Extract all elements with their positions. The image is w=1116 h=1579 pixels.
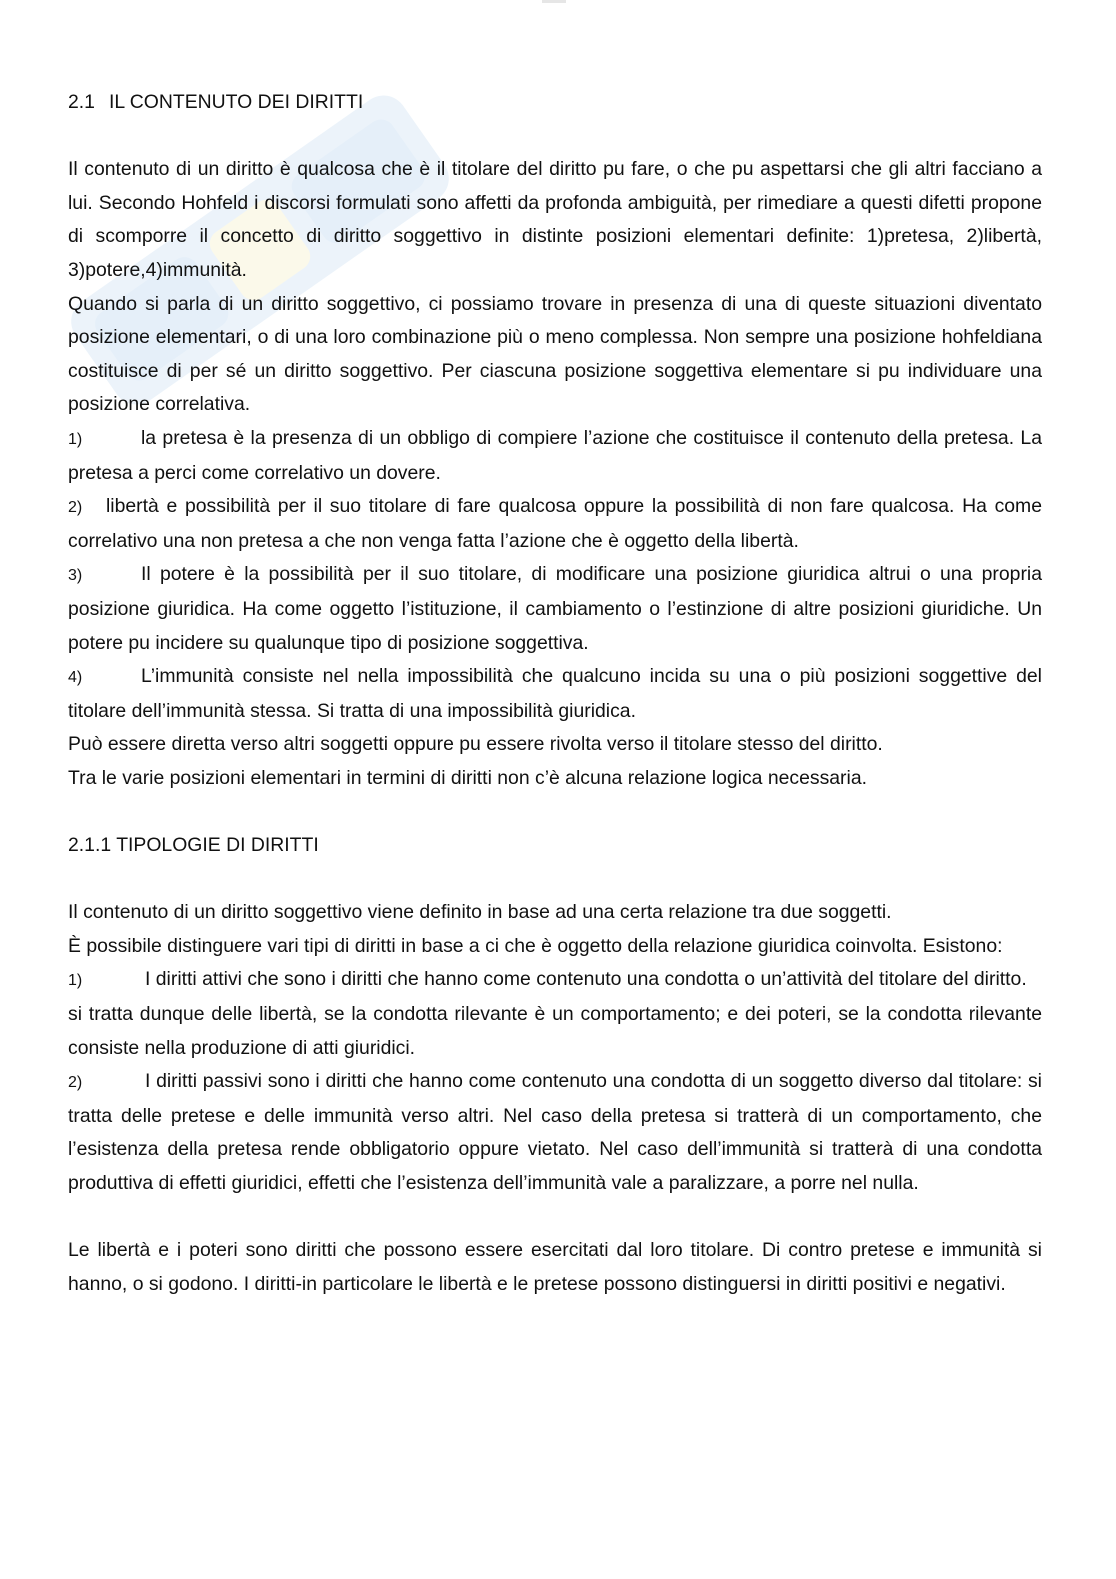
paragraph-tipologie-types: È possibile distinguere vari tipi di diritti in base a ci che è oggetto della relazione giuridica coinvolta. Esistono: (68, 934, 1003, 957)
list-item-pretesa (68, 422, 1042, 490)
list-text: L’immunità consiste nel nella impossibilità che qualcuno incida su una o più posizioni soggettive del titolare dell’immunità stessa. Si tratta di una impossibilità giuridica. (68, 665, 1042, 722)
list-number: 4) (68, 669, 83, 687)
paragraph-liberta-poteri: si tratta dunque delle libertà, se la condotta rilevante è un comportamento; e dei poteri, se la condotta rilevante consiste nella produzione di atti giuridici. (68, 1003, 1042, 1059)
list-item-liberta (68, 490, 1042, 558)
paragraph-situations: Quando si parla di un diritto soggettivo, ci possiamo trovare in presenza di una di queste situazioni diventato posizione elementari, o di una loro combinazione più o meno complessa. Non sempre una posizione hohfeldiana costituisce di per sé un diritto soggettivo. Per ciascuna posizione soggettiva elementare si pu individuare una posizione correlativa. (68, 292, 1042, 416)
section-title: IL CONTENUTO DEI DIRITTI (108, 91, 364, 113)
list-number: 1) (68, 972, 83, 990)
paragraph-tipologie-intro: Il contenuto di un diritto soggettivo viene definito in base ad una certa relazione tra due soggetti. (68, 901, 892, 924)
section-title: TIPOLOGIE DI DIRITTI (116, 834, 319, 857)
section-number: 2.1 (68, 91, 95, 113)
section-number: 2.1.1 (68, 834, 112, 857)
page-top-mark (542, 0, 566, 3)
list-number: 3) (68, 567, 83, 585)
paragraph-final: Le libertà e i poteri sono diritti che possono essere esercitati dal loro titolare. Di contro pretese e immunità si hanno, o si godono. I diritti-in particolare le libertà e le pretese possono distinguersi in diritti positivi e negativi. (68, 1239, 1042, 1295)
list-item-potere (68, 558, 1042, 660)
list-number: 1) (68, 430, 83, 448)
list-text: I diritti attivi che sono i diritti che hanno come contenuto una condotta o un’attività del titolare del diritto. (145, 968, 1027, 991)
list-item-diritti-attivi (68, 963, 1042, 998)
list-text: la pretesa è la presenza di un obbligo di compiere l’azione che costituisce il contenuto della pretesa. La pretesa a perci come correlativo un dovere. (68, 426, 1042, 484)
list-text: libertà e possibilità per il suo titolare di fare qualcosa oppure la possibilità di non fare qualcosa. Ha come correlativo una non pretesa a che non venga fatta l’azione che è oggetto della libertà. (68, 495, 1042, 552)
paragraph-intro: Il contenuto di un diritto è qualcosa che è il titolare del diritto pu fare, o che pu aspettarsi che gli altri facciano a lui. Secondo Hohfeld i discorsi formulati sono affetti da profonda ambiguità, per rimediare a questi difetti propone di scomporre il concetto di diritto soggettivo in distinte posizioni elementari definite: 1)pretesa, 2)libertà, 3)potere,4)immunità. (68, 158, 1042, 281)
list-item-diritti-passivi (68, 1065, 1042, 1200)
list-number: 2) (68, 1074, 83, 1092)
list-text: Il potere è la possibilità per il suo titolare, di modificare una posizione giuridica altrui o una propria posizione giuridica. Ha come oggetto l’istituzione, il cambiamento o l’estinzione di altre posizioni giuridiche. Un potere pu incidere su qualunque tipo di posizione soggettiva. (68, 563, 1042, 654)
list-number: 2) (68, 499, 83, 517)
paragraph-closing-2: Tra le varie posizioni elementari in termini di diritti non c’è alcuna relazione logica necessaria. (68, 766, 867, 789)
section-heading-2-1-1 (68, 829, 1042, 863)
document-page (68, 86, 1042, 1301)
list-item-immunita (68, 660, 1042, 728)
section-heading-2-1 (68, 86, 1042, 120)
list-text: I diritti passivi sono i diritti che hanno come contenuto una condotta di un soggetto diverso dal titolare: si tratta delle pretese e delle immunità verso altri. Nel caso della pretesa si tratterà di un comportamento, che l’esistenza della pretesa rende obbligatorio oppure vietato. Nel caso dell’immunità si tratterà di una condotta produttiva di effetti giuridici, effetti che l’esistenza dell’immunità vale a paralizzare, a porre nel nulla. (68, 1070, 1042, 1194)
paragraph-closing-1: Può essere diretta verso altri soggetti oppure pu essere rivolta verso il titolare stesso del diritto. (68, 733, 883, 756)
